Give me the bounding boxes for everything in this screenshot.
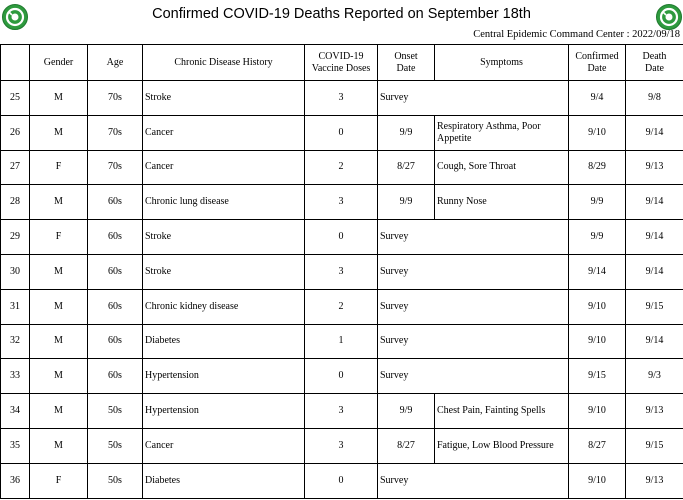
symptoms-cell: Cough, Sore Throat: [435, 150, 569, 185]
column-header-age: Age: [88, 45, 143, 81]
death-date-cell: 9/15: [626, 289, 683, 324]
vaccine-doses-cell: 3: [305, 185, 378, 220]
column-header-death-date: [626, 45, 683, 81]
deaths-table: [0, 44, 683, 499]
report-source-date: Central Epidemic Command Center : 2022/09/18: [473, 29, 680, 40]
age-cell: 50s: [88, 428, 143, 463]
survey-cell: Survey: [378, 463, 569, 498]
death-date-cell: 9/14: [626, 115, 683, 150]
age-cell: 60s: [88, 185, 143, 220]
case-number-cell: 31: [1, 289, 30, 324]
gender-cell: F: [30, 150, 88, 185]
page-title: Confirmed COVID-19 Deaths Reported on September 18th: [152, 6, 531, 22]
case-number-cell: 27: [1, 150, 30, 185]
gender-cell: F: [30, 463, 88, 498]
column-header-vaccine-doses: [305, 45, 378, 81]
death-date-cell: 9/15: [626, 428, 683, 463]
table-body: [1, 81, 683, 499]
age-cell: 60s: [88, 220, 143, 255]
death-date-cell: 9/8: [626, 81, 683, 116]
header-line: COVID-19: [318, 50, 364, 62]
history-cell: Cancer: [143, 428, 305, 463]
onset-date-cell: 8/27: [378, 150, 435, 185]
confirmed-date-cell: 9/10: [569, 324, 626, 359]
confirmed-date-cell: 9/15: [569, 359, 626, 394]
confirmed-date-cell: 9/10: [569, 289, 626, 324]
history-cell: Stroke: [143, 254, 305, 289]
symptoms-cell: Runny Nose: [435, 185, 569, 220]
header-line: Date: [587, 62, 607, 74]
header-line: Vaccine Doses: [311, 62, 371, 74]
case-number-cell: 25: [1, 81, 30, 116]
age-cell: 60s: [88, 254, 143, 289]
gender-cell: M: [30, 115, 88, 150]
confirmed-date-cell: 9/9: [569, 185, 626, 220]
case-number-cell: 29: [1, 220, 30, 255]
table-row: [1, 185, 683, 220]
death-date-cell: 9/13: [626, 394, 683, 429]
symptoms-cell: Respiratory Asthma, Poor Appetite: [435, 115, 569, 150]
vaccine-doses-cell: 3: [305, 428, 378, 463]
column-header-confirmed-date: [569, 45, 626, 81]
age-cell: 50s: [88, 394, 143, 429]
age-cell: 60s: [88, 289, 143, 324]
age-cell: 60s: [88, 324, 143, 359]
confirmed-date-cell: 9/4: [569, 81, 626, 116]
case-number-cell: 28: [1, 185, 30, 220]
header-line: Date: [645, 62, 664, 74]
table-row: [1, 463, 683, 498]
table-row: [1, 115, 683, 150]
gender-cell: F: [30, 220, 88, 255]
gender-cell: M: [30, 359, 88, 394]
confirmed-date-cell: 9/14: [569, 254, 626, 289]
header-line: Onset: [394, 50, 418, 62]
survey-cell: Survey: [378, 81, 569, 116]
death-date-cell: 9/14: [626, 324, 683, 359]
case-number-cell: 26: [1, 115, 30, 150]
history-cell: Stroke: [143, 81, 305, 116]
table-row: [1, 220, 683, 255]
confirmed-date-cell: 9/10: [569, 394, 626, 429]
case-number-cell: 30: [1, 254, 30, 289]
column-header-symptoms: Symptoms: [435, 45, 569, 81]
death-date-cell: 9/14: [626, 185, 683, 220]
case-number-cell: 33: [1, 359, 30, 394]
symptoms-cell: Chest Pain, Fainting Spells: [435, 394, 569, 429]
history-cell: Chronic kidney disease: [143, 289, 305, 324]
age-cell: 50s: [88, 463, 143, 498]
gender-cell: M: [30, 428, 88, 463]
age-cell: 70s: [88, 150, 143, 185]
age-cell: 70s: [88, 115, 143, 150]
symptoms-cell: Fatigue, Low Blood Pressure: [435, 428, 569, 463]
vaccine-doses-cell: 0: [305, 220, 378, 255]
vaccine-doses-cell: 3: [305, 394, 378, 429]
history-cell: Diabetes: [143, 324, 305, 359]
death-date-cell: 9/3: [626, 359, 683, 394]
survey-cell: Survey: [378, 254, 569, 289]
header-line: Death: [642, 50, 667, 62]
history-cell: Diabetes: [143, 463, 305, 498]
table-row: [1, 428, 683, 463]
death-date-cell: 9/14: [626, 254, 683, 289]
case-number-cell: 34: [1, 394, 30, 429]
column-header-gender: Gender: [30, 45, 88, 81]
death-date-cell: 9/13: [626, 463, 683, 498]
survey-cell: Survey: [378, 289, 569, 324]
vaccine-doses-cell: 2: [305, 289, 378, 324]
vaccine-doses-cell: 3: [305, 254, 378, 289]
table-row: [1, 359, 683, 394]
confirmed-date-cell: 9/9: [569, 220, 626, 255]
history-cell: Stroke: [143, 220, 305, 255]
onset-date-cell: 9/9: [378, 185, 435, 220]
survey-cell: Survey: [378, 359, 569, 394]
vaccine-doses-cell: 3: [305, 81, 378, 116]
onset-date-cell: 9/9: [378, 115, 435, 150]
column-header-onset-date: [378, 45, 435, 81]
age-cell: 70s: [88, 81, 143, 116]
header-line: Date: [396, 62, 416, 74]
gender-cell: M: [30, 394, 88, 429]
table-header-row: [1, 45, 683, 81]
table-row: [1, 81, 683, 116]
vaccine-doses-cell: 2: [305, 150, 378, 185]
case-number-cell: 36: [1, 463, 30, 498]
table-row: [1, 150, 683, 185]
death-date-cell: 9/13: [626, 150, 683, 185]
vaccine-doses-cell: 0: [305, 463, 378, 498]
history-cell: Chronic lung disease: [143, 185, 305, 220]
confirmed-date-cell: 8/29: [569, 150, 626, 185]
onset-date-cell: 8/27: [378, 428, 435, 463]
gender-cell: M: [30, 185, 88, 220]
confirmed-date-cell: 8/27: [569, 428, 626, 463]
case-number-cell: 35: [1, 428, 30, 463]
table-row: [1, 254, 683, 289]
gender-cell: M: [30, 254, 88, 289]
history-cell: Hypertension: [143, 394, 305, 429]
vaccine-doses-cell: 1: [305, 324, 378, 359]
age-cell: 60s: [88, 359, 143, 394]
table-row: [1, 324, 683, 359]
column-header-history: Chronic Disease History: [143, 45, 305, 81]
column-header-number: [1, 45, 30, 81]
survey-cell: Survey: [378, 220, 569, 255]
table-row: [1, 289, 683, 324]
history-cell: Cancer: [143, 150, 305, 185]
confirmed-date-cell: 9/10: [569, 463, 626, 498]
vaccine-doses-cell: 0: [305, 115, 378, 150]
confirmed-date-cell: 9/10: [569, 115, 626, 150]
death-date-cell: 9/14: [626, 220, 683, 255]
history-cell: Cancer: [143, 115, 305, 150]
history-cell: Hypertension: [143, 359, 305, 394]
table-row: [1, 394, 683, 429]
gender-cell: M: [30, 289, 88, 324]
vaccine-doses-cell: 0: [305, 359, 378, 394]
onset-date-cell: 9/9: [378, 394, 435, 429]
gender-cell: M: [30, 81, 88, 116]
case-number-cell: 32: [1, 324, 30, 359]
header-line: Confirmed: [575, 50, 619, 62]
survey-cell: Survey: [378, 324, 569, 359]
gender-cell: M: [30, 324, 88, 359]
